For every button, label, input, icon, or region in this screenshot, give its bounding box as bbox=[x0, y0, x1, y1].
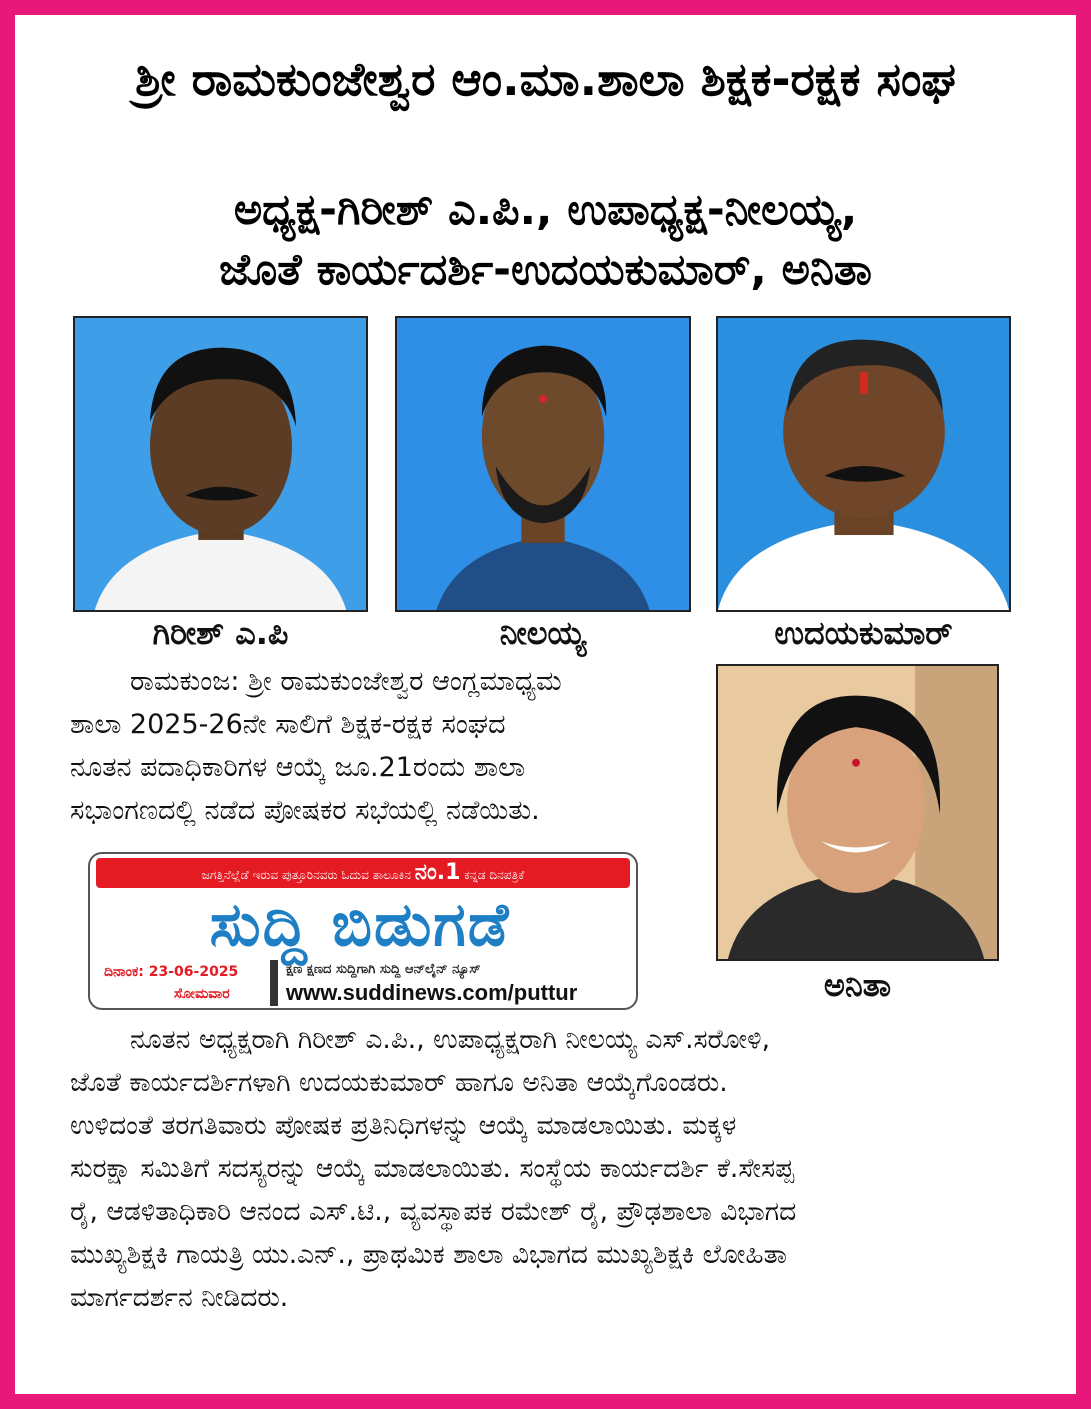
body-paragraph bbox=[70, 1018, 1030, 1319]
caption-anitha: ಅನಿತಾ bbox=[823, 966, 892, 1004]
masthead-tagline bbox=[96, 858, 630, 888]
masthead-separator bbox=[270, 960, 278, 1006]
masthead-logo: ಸುದ್ದಿ ಬಿಡುಗಡೆ bbox=[209, 890, 511, 960]
intro-line: ಸಭಾಂಗಣದಲ್ಲಿ ನಡೆದ ಪೋಷಕರ ಸಭೆಯಲ್ಲಿ ನಡೆಯಿತು. bbox=[70, 795, 540, 826]
caption-neelayya: ನೀಲಯ್ಯ bbox=[499, 614, 587, 652]
intro-line: ನೂತನ ಪದಾಧಿಕಾರಿಗಳ ಆಯ್ಕೆ ಜೂ.21ರಂದು ಶಾಲಾ bbox=[70, 752, 526, 783]
headline-title: ಶ್ರೀ ರಾಮಕುಂಜೇಶ್ವರ ಆಂ.ಮಾ.ಶಾಲಾ ಶಿಕ್ಷಕ-ರಕ್ಷಕ ಸಂಘ bbox=[135, 52, 956, 106]
headline-subtitle-line-1: ಅಧ್ಯಕ್ಷ-ಗಿರೀಶ್ ಎ.ಪಿ., ಉಪಾಧ್ಯಕ್ಷ-ನೀಲಯ್ಯ, bbox=[233, 185, 858, 235]
headline-subtitle-line-2: ಜೊತೆ ಕಾರ್ಯದರ್ಶಿ-ಉದಯಕುಮಾರ್, ಅನಿತಾ bbox=[219, 245, 872, 295]
intro-line: ರಾಮಕುಂಜ: ಶ್ರೀ ರಾಮಕುಂಜೇಶ್ವರ ಆಂಗ್ಲಮಾಧ್ಯಮ bbox=[130, 666, 562, 697]
photo-neelayya bbox=[395, 316, 691, 612]
body-line: ಮುಖ್ಯಶಿಕ್ಷಕಿ ಗಾಯತ್ರಿ ಯು.ಎನ್., ಪ್ರಾಥಮಿಕ ಶಾಲಾ ವಿಭಾಗದ ಮುಖ್ಯಶಿಕ್ಷಕಿ ಲೋಹಿತಾ bbox=[70, 1239, 788, 1270]
photo-girish bbox=[73, 316, 368, 612]
caption-girish: ಗಿರೀಶ್ ಎ.ಪಿ bbox=[152, 614, 289, 652]
photo-udayakumar bbox=[716, 316, 1011, 612]
body-line: ಸುರಕ್ಷಾ ಸಮಿತಿಗೆ ಸದಸ್ಯರನ್ನು ಆಯ್ಕೆ ಮಾಡಲಾಯಿತು. ಸಂಸ್ಥೆಯ ಕಾರ್ಯದರ್ಶಿ ಕೆ.ಸೇಸಪ್ಪ bbox=[70, 1153, 795, 1184]
body-line: ಮಾರ್ಗದರ್ಶನ ನೀಡಿದರು. bbox=[70, 1282, 289, 1313]
masthead-no1: ನಂ.1 bbox=[414, 860, 461, 885]
masthead-tagline-end: ಕನ್ನಡ ದಿನಪತ್ರಿಕೆ bbox=[464, 868, 525, 882]
body-line: ರೈ, ಆಡಳಿತಾಧಿಕಾರಿ ಆನಂದ ಎಸ್.ಟಿ., ವ್ಯವಸ್ಥಾಪಕ ರಮೇಶ್ ರೈ, ಪ್ರೌಢಶಾಲಾ ವಿಭಾಗದ bbox=[70, 1196, 797, 1227]
masthead-date: ದಿನಾಂಕ: 23-06-2025 bbox=[104, 964, 239, 980]
masthead-url: www.suddinews.com/puttur bbox=[286, 980, 578, 1005]
headline-subtitle bbox=[30, 180, 1061, 300]
masthead-online-tagline: ಕ್ಷಣ ಕ್ಷಣದ ಸುದ್ದಿಗಾಗಿ ಸುದ್ದಿ ಆನ್‌ಲೈನ್ ನ್ಯೂಸ್ bbox=[286, 962, 481, 977]
intro-paragraph bbox=[70, 660, 710, 832]
masthead-tagline-text: ಜಗತ್ತಿನೆಲ್ಲೆಡೆ ಇರುವ ಪುತ್ತೂರಿನವರು ಓದುವ ತಾಲೂಕಿನ bbox=[201, 868, 411, 882]
body-line: ಉಳಿದಂತೆ ತರಗತಿವಾರು ಪೋಷಕ ಪ್ರತಿನಿಧಿಗಳನ್ನು ಆಯ್ಕೆ ಮಾಡಲಾಯಿತು. ಮಕ್ಕಳ bbox=[70, 1110, 737, 1141]
body-line: ನೂತನ ಅಧ್ಯಕ್ಷರಾಗಿ ಗಿರೀಶ್ ಎ.ಪಿ., ಉಪಾಧ್ಯಕ್ಷರಾಗಿ ನೀಲಯ್ಯ ಎಸ್.ಸರೋಳಿ, bbox=[130, 1024, 771, 1055]
body-line: ಜೊತೆ ಕಾರ್ಯದರ್ಶಿಗಳಾಗಿ ಉದಯಕುಮಾರ್ ಹಾಗೂ ಅನಿತಾ ಆಯ್ಕೆಗೊಂಡರು. bbox=[70, 1067, 728, 1098]
caption-udayakumar: ಉದಯಕುಮಾರ್ bbox=[774, 614, 953, 652]
newspaper-masthead bbox=[88, 852, 638, 1010]
masthead-day: ಸೋಮವಾರ bbox=[174, 986, 230, 1002]
photo-anitha bbox=[716, 664, 999, 961]
intro-line: ಶಾಲಾ 2025-26ನೇ ಸಾಲಿಗೆ ಶಿಕ್ಷಕ-ರಕ್ಷಕ ಸಂಘದ bbox=[70, 709, 506, 740]
